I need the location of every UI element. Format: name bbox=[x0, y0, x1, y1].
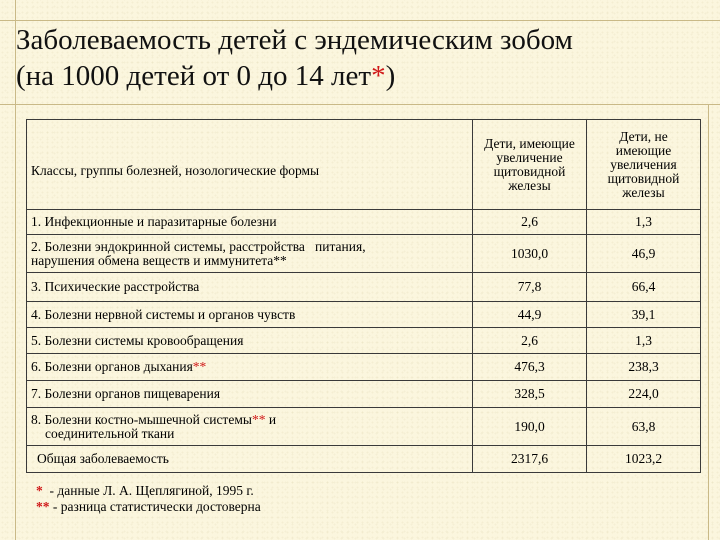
footnote-1 bbox=[36, 483, 261, 499]
page-title bbox=[16, 22, 706, 94]
row-6-label-text: 6. Болезни органов дыхания bbox=[31, 359, 193, 374]
header-with-enlargement: Дети, имеющие увеличение щитовидной железы bbox=[473, 120, 587, 210]
table-row bbox=[27, 273, 701, 302]
row-2-with: 1030,0 bbox=[473, 235, 587, 273]
row-7-label: 7. Болезни органов пищеварения bbox=[27, 381, 473, 408]
title-asterisk: * bbox=[371, 60, 386, 92]
frame-line-right bbox=[708, 104, 709, 540]
row-8-without: 63,8 bbox=[587, 408, 701, 446]
row-3-with: 77,8 bbox=[473, 273, 587, 302]
footnote-1-text: - данные Л. А. Щеплягиной, 1995 г. bbox=[42, 483, 254, 498]
row-4-label: 4. Болезни нервной системы и органов чувств bbox=[27, 302, 473, 328]
row-6-without: 238,3 bbox=[587, 354, 701, 381]
title-line-2-text: (на 1000 детей от 0 до 14 лет bbox=[16, 60, 372, 92]
title-line-2-close: ) bbox=[385, 60, 396, 92]
row-1-without: 1,3 bbox=[587, 210, 701, 235]
row-8-label-text: 8. Болезни костно-мышечной системы bbox=[31, 411, 252, 427]
total-label: Общая заболеваемость bbox=[27, 446, 473, 473]
row-6-with: 476,3 bbox=[473, 354, 587, 381]
header-classes: Классы, группы болезней, нозологические формы bbox=[27, 120, 473, 210]
row-4-without: 39,1 bbox=[587, 302, 701, 328]
header-without-enlargement: Дети, не имеющие увеличения щитовидной железы bbox=[587, 120, 701, 210]
row-2-label bbox=[27, 235, 473, 273]
title-line-2 bbox=[16, 58, 706, 94]
title-line-1: Заболеваемость детей с эндемическим зобом bbox=[16, 24, 573, 56]
table-row bbox=[27, 381, 701, 408]
row-8-label bbox=[27, 408, 473, 446]
row-8-label-after: и bbox=[265, 411, 277, 427]
row-7-with: 328,5 bbox=[473, 381, 587, 408]
row-5-with: 2,6 bbox=[473, 328, 587, 354]
row-8-significance-mark: ** bbox=[251, 411, 266, 427]
row-8-with: 190,0 bbox=[473, 408, 587, 446]
frame-line-title-bottom bbox=[0, 104, 720, 105]
row-2-without: 46,9 bbox=[587, 235, 701, 273]
total-with: 2317,6 bbox=[473, 446, 587, 473]
row-8-label-line-2: соединительной ткани bbox=[45, 425, 175, 441]
footnote-1-mark: * bbox=[36, 483, 43, 498]
row-3-without: 66,4 bbox=[587, 273, 701, 302]
row-1-label: 1. Инфекционные и паразитарные болезни bbox=[27, 210, 473, 235]
table-row bbox=[27, 354, 701, 381]
row-6-significance-mark: ** bbox=[192, 359, 207, 374]
morbidity-table bbox=[26, 119, 701, 473]
row-1-with: 2,6 bbox=[473, 210, 587, 235]
row-2-label-line-2: нарушения обмена веществ и иммунитета** bbox=[31, 252, 287, 268]
table-row bbox=[27, 302, 701, 328]
footnote-2-mark: ** bbox=[36, 499, 50, 514]
table-row bbox=[27, 408, 701, 446]
row-7-without: 224,0 bbox=[587, 381, 701, 408]
row-5-without: 1,3 bbox=[587, 328, 701, 354]
total-without: 1023,2 bbox=[587, 446, 701, 473]
row-2-label-line-1: 2. Болезни эндокринной системы, расстройства питания, bbox=[31, 238, 366, 254]
row-3-label: 3. Психические расстройства bbox=[27, 273, 473, 302]
row-4-with: 44,9 bbox=[473, 302, 587, 328]
footnotes bbox=[36, 483, 261, 515]
footnote-2-text: - разница статистически достоверна bbox=[49, 499, 261, 514]
table-row bbox=[27, 328, 701, 354]
table-row bbox=[27, 210, 701, 235]
table-header-row bbox=[27, 120, 701, 210]
row-5-label: 5. Болезни системы кровообращения bbox=[27, 328, 473, 354]
table-row bbox=[27, 235, 701, 273]
frame-line-top bbox=[0, 20, 720, 21]
table-row-total bbox=[27, 446, 701, 473]
row-6-label bbox=[27, 354, 473, 381]
footnote-2 bbox=[36, 499, 261, 515]
